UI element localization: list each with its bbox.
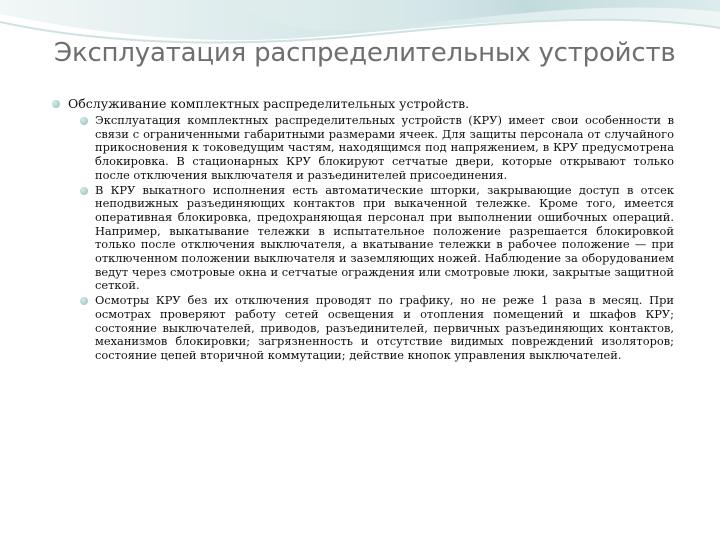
bullet-item-text: В КРУ выкатного исполнения есть автоматические шторки, закрывающие доступ в отсек неподвижных разъединяющих контактов при выкаченной тележке. Кроме того, имеется оперативная блокировка, предохраняющая персонал при выполнении ошибочных операций. Например, выкатывание тележки в испытательное положение разрешается блокировкой только после отключения выключателя, а вкатывание тележки в рабочее положение — при отключенном положении выключателя и заземляющих ножей. Наблюдение за оборудованием ведут через смотровые окна и сетчатые ограждения или смотровые люки, закрытые защитной сеткой. [95, 182, 674, 293]
bullet-item-text: Осмотры КРУ без их отключения проводят по графику, но не реже 1 раза в месяц. При осмотрах проверяют работу сетей освещения и отопления помещений и шкафов КРУ; состояние выключателей, приводов, разъединителей, первичных разъединяющих контактов, механизмов блокировки; загрязненность и отсутствие видимых повреждений изоляторов; состояние цепей вторичной коммутации; действие кнопок управления выключателей. [95, 293, 674, 362]
bullet-level1 [52, 96, 674, 112]
bullet-dot-icon [80, 117, 88, 125]
bullet-dot-icon [80, 297, 88, 305]
bullet-item [52, 294, 674, 363]
slide-content [52, 96, 674, 364]
bullet-item [52, 184, 674, 294]
slide-title: Эксплуатация распределительных устройств [54, 38, 676, 68]
bullet-item-text: Эксплуатация комплектных распределительных устройств (КРУ) имеет свои особенности в связи с ограниченными габаритными размерами ячеек. Для защиты персонала от случайного прикосновения к токоведущим частям, находящимся под напряжением, в КРУ предусмотрена блокировка. В стационарных КРУ блокируют сетчатые двери, которые открывают только после отключения выключателя и разъединителей присоединения. [95, 113, 674, 182]
bullet-level1-text: Обслуживание комплектных распределительных устройств. [68, 96, 470, 111]
bullet-dot-icon [80, 187, 88, 195]
bullet-item [52, 114, 674, 183]
bullet-dot-icon [52, 100, 60, 108]
bullet-list [52, 114, 674, 363]
